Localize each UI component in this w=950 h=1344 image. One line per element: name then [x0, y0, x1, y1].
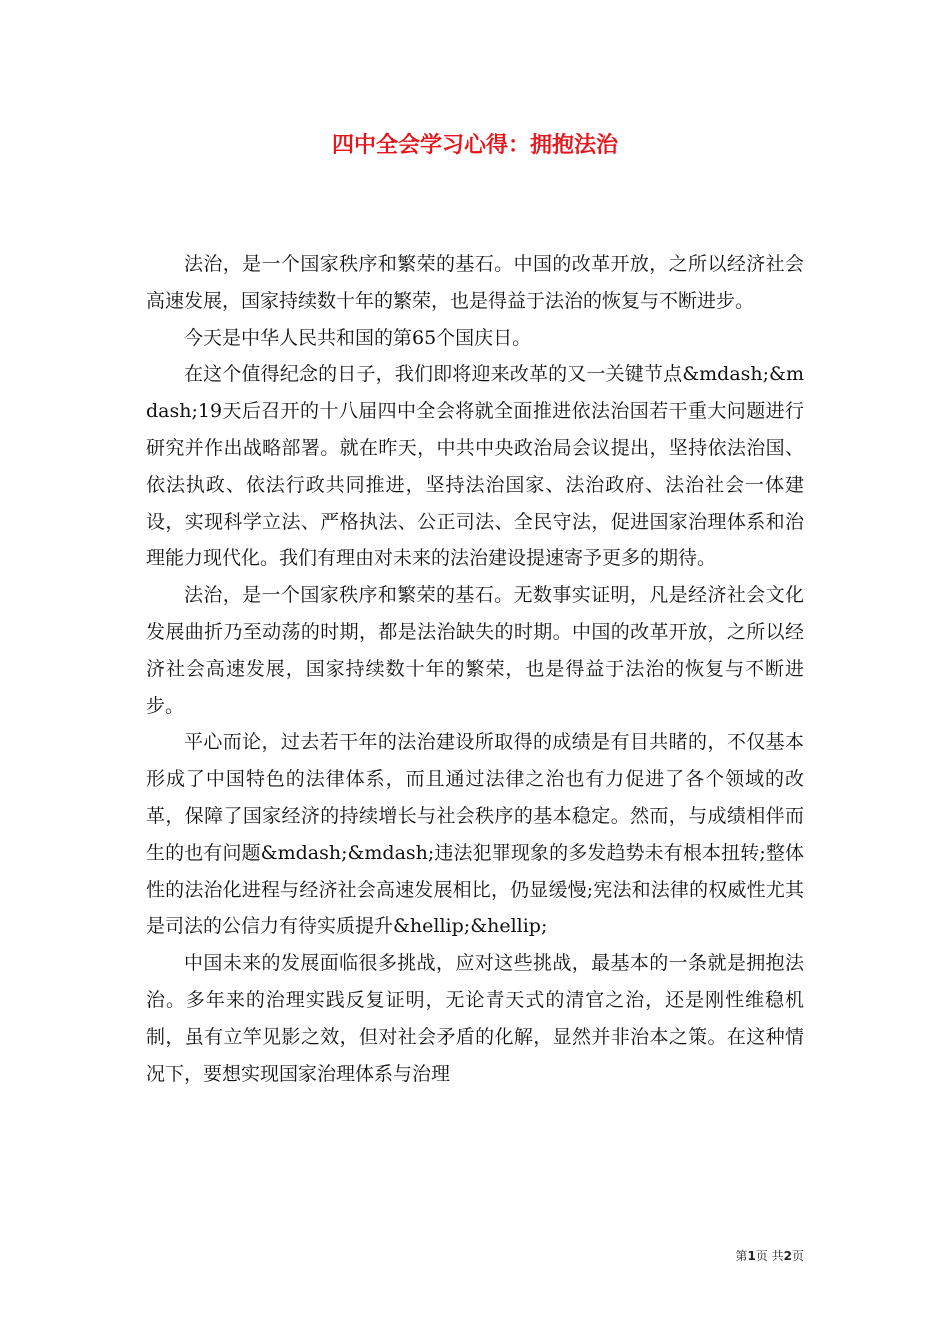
paragraph-5: 平心而论，过去若干年的法治建设所取得的成绩是有目共睹的，不仅基本形成了中国特色的法律体系，而且通过法律之治也有力促进了各个领域的改革，保障了国家经济的持续增长与社会秩序的基本稳定。然而，与成绩相伴而生的也有问题&mdash;&mdash;违法犯罪现象的多发趋势未有根本扭转;整体性的法治化进程与经济社会高速发展相比，仍显缓慢;宪法和法律的权威性尤其是司法的公信力有待实质提升&hellip;&hellip;	[146, 731, 804, 938]
paragraph-1: 法治，是一个国家秩序和繁荣的基石。中国的改革开放，之所以经济社会高速发展，国家持续数十年的繁荣，也是得益于法治的恢复与不断进步。	[146, 253, 804, 312]
footer-suffix: 页	[791, 1249, 804, 1263]
page-number-footer	[735, 1248, 804, 1264]
paragraph-6: 中国未来的发展面临很多挑战，应对这些挑战，最基本的一条就是拥抱法治。多年来的治理实践反复证明，无论青天式的清官之治，还是刚性维稳机制，虽有立竿见影之效，但对社会矛盾的化解，显然并非治本之策。在这种情况下，要想实现国家治理体系与治理	[146, 952, 804, 1085]
footer-total-pages: 2	[783, 1249, 792, 1263]
paragraph-4: 法治，是一个国家秩序和繁荣的基石。无数事实证明，凡是经济社会文化发展曲折乃至动荡的时期，都是法治缺失的时期。中国的改革开放，之所以经济社会高速发展，国家持续数十年的繁荣，也是得益于法治的恢复与不断进步。	[146, 584, 804, 717]
footer-current-page: 1	[747, 1249, 756, 1263]
paragraph-3: 在这个值得纪念的日子，我们即将迎来改革的又一关键节点&mdash;&mdash;19天后召开的十八届四中全会将就全面推进依法治国若干重大问题进行研究并作出战略部署。就在昨天，中共中央政治局会议提出，坚持依法治国、依法执政、依法行政共同推进，坚持法治国家、法治政府、法治社会一体建设，实现科学立法、严格执法、公正司法、全民守法，促进国家治理体系和治理能力现代化。我们有理由对未来的法治建设提速寄予更多的期待。	[146, 363, 804, 570]
document-title: 四中全会学习心得：拥抱法治	[331, 132, 618, 158]
footer-middle: 页 共	[755, 1249, 784, 1263]
document-body	[146, 246, 804, 1092]
footer-prefix: 第	[735, 1249, 748, 1263]
paragraph-2: 今天是中华人民共和国的第65个国庆日。	[184, 326, 532, 349]
